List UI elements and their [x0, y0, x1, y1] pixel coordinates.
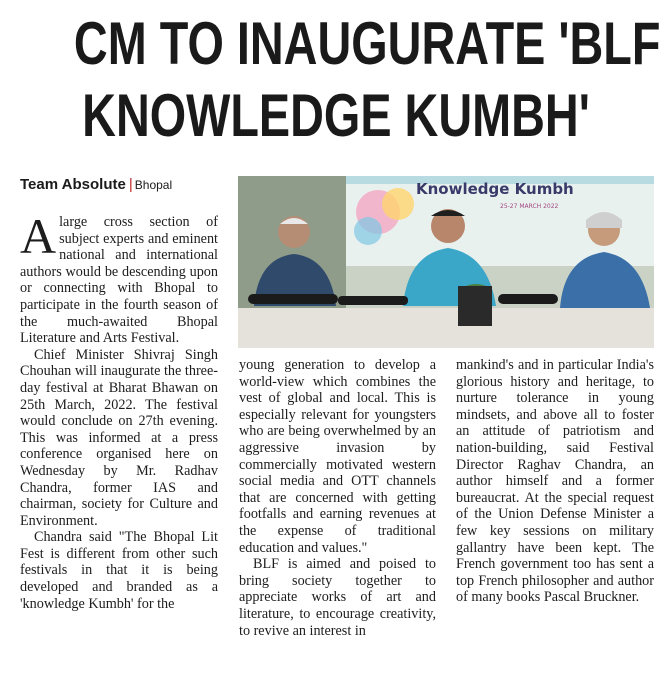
paragraph-2: Chief Minister Shivraj Singh Chouhan will inaugurate the three-day festival at Bharat Bhawan on 25th March, 2022. The festival would conclude on 27th evening. This was informed at a press conference organised here on Wednesday by Mr. Radhav Chandra, former IAS and chairman, society for Culture and Environment.: [20, 346, 218, 529]
photo-illustration: [238, 176, 654, 348]
byline-separator: |: [128, 176, 133, 193]
byline: [20, 176, 172, 193]
byline-location: Bhopal: [134, 178, 173, 192]
paragraph-3-start: Chandra said "The Bhopal Lit Fest is different from other such festivals in that it is being developed and branded as a 'knowledge Kumbh' for the: [20, 529, 218, 612]
photo-banner-dates: 25-27 MARCH 2022: [500, 203, 559, 210]
headline-line-2: KNOWLEDGE KUMBH': [82, 82, 590, 149]
paragraph-3-continued: young generation to develop a world-view which combines the vest of global and local. This is especially relevant for youngsters who are being overwhelmed by an aggressive invasion by commercially motivated western social media and OTT channels that are concerned with getting footfalls and earning revenues at the expense of traditional education and values.": [239, 357, 436, 556]
paragraph-1: [20, 208, 218, 347]
headline-line-1: CM TO INAUGURATE 'BLF: [73, 10, 661, 77]
photo-table: [238, 308, 654, 348]
article-column-3: [456, 357, 654, 606]
article-column-2: [239, 357, 436, 639]
photo-banner-title: Knowledge Kumbh: [416, 180, 574, 198]
article-column-1: [20, 208, 218, 612]
headline: [73, 8, 661, 152]
paragraph-4-start: BLF is aimed and poised to bring society together to appreciate works of art and literature, to encourage creativity, to revive an interest in: [239, 556, 436, 639]
drop-cap: A: [20, 208, 57, 264]
paragraph-1-text: large cross section of subject experts and eminent national and international authors would be descending upon or connecting with Bhopal to participate in the fourth season of the much-awaited Bhopal Literature and Arts Festival.: [20, 214, 218, 347]
paragraph-4-continued: mankind's and in particular India's glorious history and heritage, to nurture tolerance in young mindsets, and above all to foster an attitude of patriotism and nation-building, said Festival Director Raghav Chandra, an author himself and a former bureaucrat. At the special request of the Union Defense Minister a few key sessions on military gallantry have been kept. The French government too has sent a top French philosopher and author of many books Pascal Bruckner.: [456, 357, 654, 606]
press-conference-photo: [238, 176, 654, 348]
byline-author: Team Absolute: [20, 176, 126, 193]
